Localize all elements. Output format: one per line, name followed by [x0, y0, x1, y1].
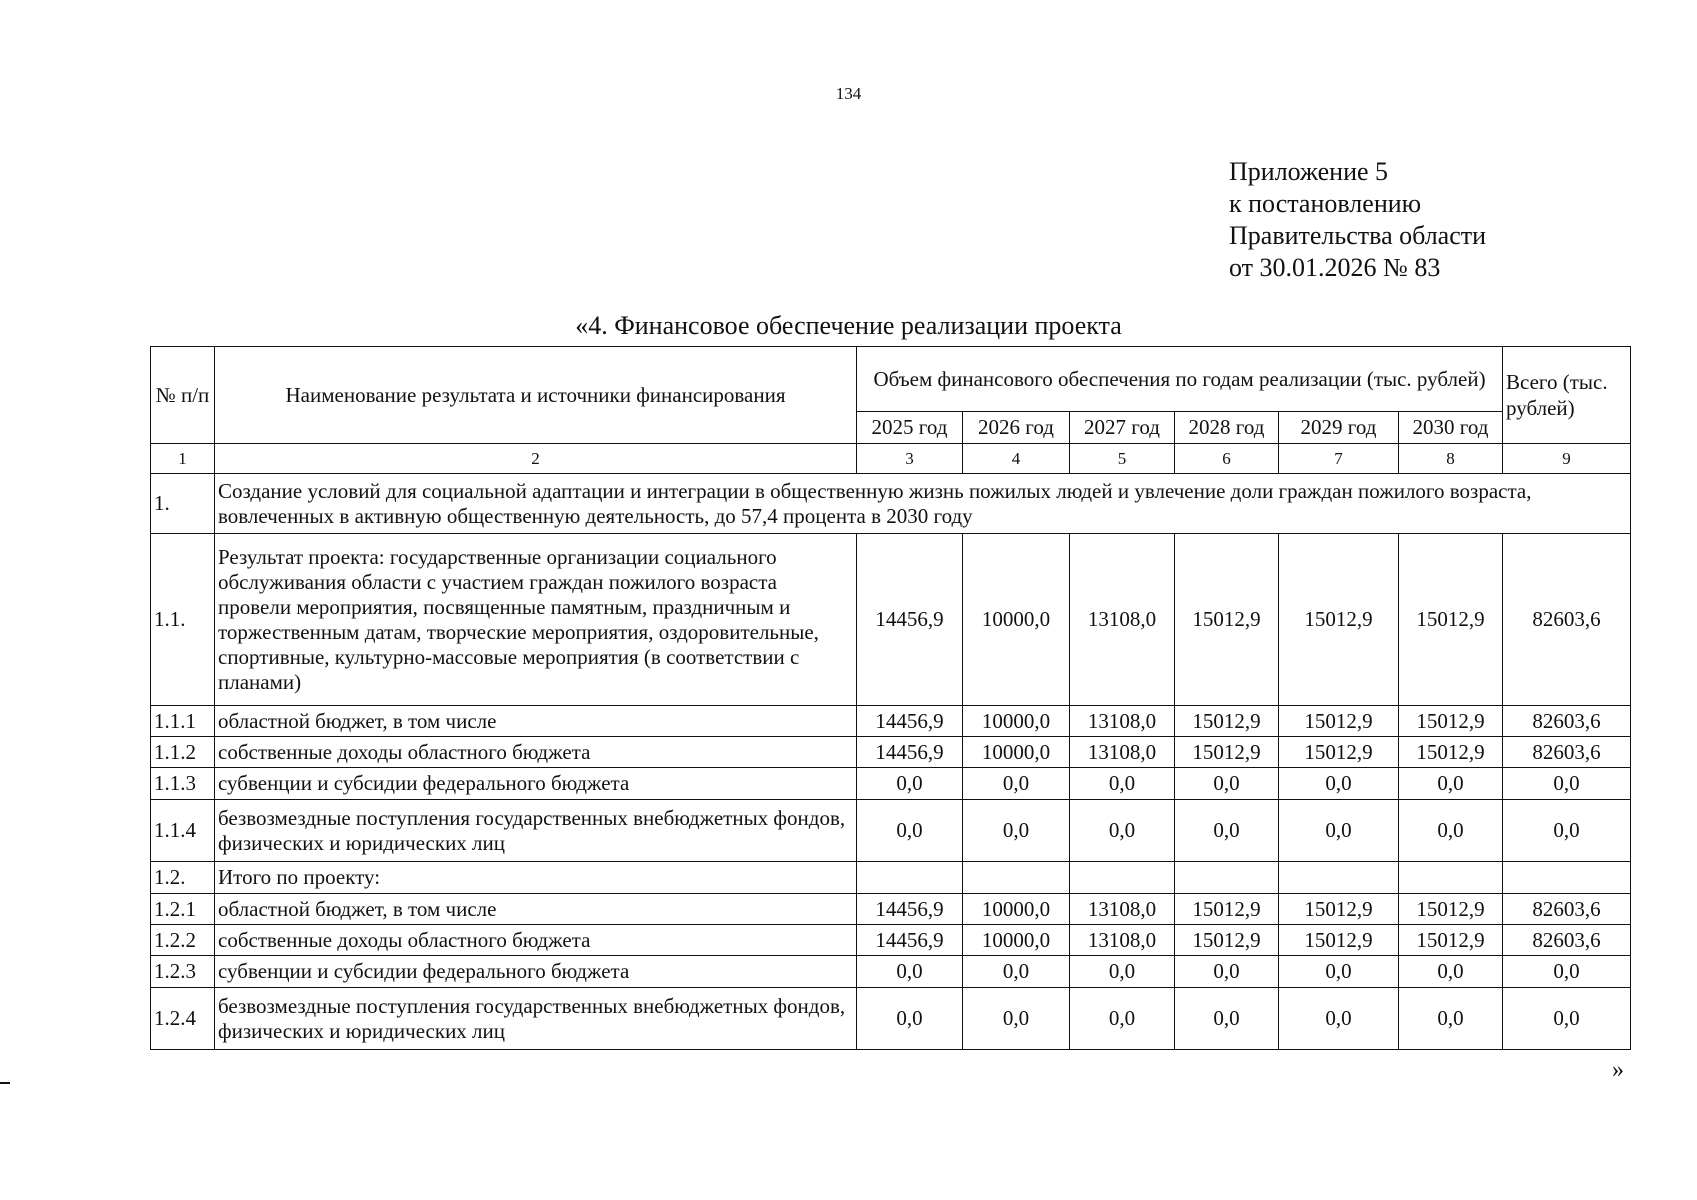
section-title: «4. Финансовое обеспечение реализации проекта — [575, 311, 1122, 340]
value-cell: 0,0 — [1279, 956, 1399, 988]
total-cell — [1503, 862, 1631, 894]
value-cell: 13108,0 — [1070, 894, 1175, 925]
total-cell: 82603,6 — [1503, 706, 1631, 737]
value-cell — [1070, 862, 1175, 894]
value-cell: 10000,0 — [963, 925, 1070, 956]
value-cell: 0,0 — [1279, 988, 1399, 1050]
table-row — [151, 800, 1631, 862]
row-name: безвозмездные поступления государственных внебюджетных фондов, физических и юридических лиц — [215, 988, 857, 1050]
table-row — [151, 956, 1631, 988]
row-number: 1.1.4 — [151, 800, 215, 862]
row-number: 1.2.2 — [151, 925, 215, 956]
value-cell: 0,0 — [1175, 988, 1279, 1050]
value-cell: 15012,9 — [1175, 894, 1279, 925]
value-cell: 15012,9 — [1175, 925, 1279, 956]
row-name: Результат проекта: государственные организации социального обслуживания области с участием граждан пожилого возраста провели мероприятия, посвященные памятным, праздничным и торжественным датам, творческие мероприятия, оздоровительные, спортивные, культурно-массовые мероприятия (в соответствии с планами) — [215, 534, 857, 706]
row-number: 1.2.3 — [151, 956, 215, 988]
value-cell: 10000,0 — [963, 737, 1070, 768]
header-year: 2030 год — [1399, 412, 1503, 444]
value-cell: 0,0 — [1279, 768, 1399, 800]
value-cell: 10000,0 — [963, 894, 1070, 925]
value-cell: 15012,9 — [1399, 925, 1503, 956]
row-name: собственные доходы областного бюджета — [215, 925, 857, 956]
row-number: 1.1.1 — [151, 706, 215, 737]
value-cell: 0,0 — [1175, 768, 1279, 800]
column-index: 7 — [1279, 444, 1399, 474]
value-cell: 14456,9 — [857, 706, 963, 737]
header-name: Наименование результата и источники финансирования — [215, 347, 857, 444]
total-cell: 0,0 — [1503, 768, 1631, 800]
value-cell: 15012,9 — [1279, 706, 1399, 737]
value-cell: 0,0 — [857, 988, 963, 1050]
value-cell — [1175, 862, 1279, 894]
appendix-line: Правительства области — [1229, 221, 1487, 250]
total-cell: 0,0 — [1503, 988, 1631, 1050]
header-total: Всего (тыс. рублей) — [1503, 347, 1631, 444]
value-cell: 0,0 — [1070, 768, 1175, 800]
appendix-line: к постановлению — [1229, 189, 1422, 218]
column-index: 9 — [1503, 444, 1631, 474]
row-name: областной бюджет, в том числе — [215, 894, 857, 925]
value-cell: 15012,9 — [1279, 894, 1399, 925]
value-cell: 0,0 — [1399, 800, 1503, 862]
value-cell — [1399, 862, 1503, 894]
value-cell: 0,0 — [1070, 988, 1175, 1050]
row-number: 1.2. — [151, 862, 215, 894]
column-index: 8 — [1399, 444, 1503, 474]
value-cell: 13108,0 — [1070, 534, 1175, 706]
value-cell: 0,0 — [1070, 800, 1175, 862]
value-cell: 15012,9 — [1175, 534, 1279, 706]
value-cell: 15012,9 — [1279, 925, 1399, 956]
table-row — [151, 768, 1631, 800]
header-row — [151, 347, 1631, 412]
table-row — [151, 534, 1631, 706]
value-cell: 15012,9 — [1399, 706, 1503, 737]
appendix-date-line: от 30.01.2026 № 83 — [1229, 253, 1441, 282]
value-cell: 15012,9 — [1279, 534, 1399, 706]
column-index: 6 — [1175, 444, 1279, 474]
row-number: 1.2.1 — [151, 894, 215, 925]
value-cell — [857, 862, 963, 894]
value-cell: 13108,0 — [1070, 925, 1175, 956]
header-num: № п/п — [151, 347, 215, 444]
row-name: Итого по проекту: — [215, 862, 857, 894]
header-volume: Объем финансового обеспечения по годам реализации (тыс. рублей) — [857, 347, 1503, 412]
section-row — [151, 474, 1631, 534]
total-cell: 0,0 — [1503, 800, 1631, 862]
column-index: 3 — [857, 444, 963, 474]
margin-mark — [0, 1082, 10, 1084]
header-year: 2028 год — [1175, 412, 1279, 444]
value-cell — [1279, 862, 1399, 894]
header-year: 2025 год — [857, 412, 963, 444]
table-row — [151, 988, 1631, 1050]
value-cell: 0,0 — [857, 768, 963, 800]
value-cell: 15012,9 — [1279, 737, 1399, 768]
value-cell: 0,0 — [1175, 800, 1279, 862]
value-cell: 15012,9 — [1175, 706, 1279, 737]
value-cell: 15012,9 — [1399, 894, 1503, 925]
total-cell: 82603,6 — [1503, 925, 1631, 956]
row-number: 1.2.4 — [151, 988, 215, 1050]
row-number: 1.1. — [151, 534, 215, 706]
table-row — [151, 925, 1631, 956]
financing-table — [150, 346, 1631, 1050]
table-row — [151, 894, 1631, 925]
header-year: 2029 год — [1279, 412, 1399, 444]
value-cell: 0,0 — [963, 956, 1070, 988]
row-name: собственные доходы областного бюджета — [215, 737, 857, 768]
value-cell: 10000,0 — [963, 706, 1070, 737]
value-cell — [963, 862, 1070, 894]
row-name: областной бюджет, в том числе — [215, 706, 857, 737]
value-cell: 15012,9 — [1399, 737, 1503, 768]
value-cell: 10000,0 — [963, 534, 1070, 706]
header-year: 2026 год — [963, 412, 1070, 444]
value-cell: 14456,9 — [857, 894, 963, 925]
total-cell: 82603,6 — [1503, 737, 1631, 768]
value-cell: 14456,9 — [857, 925, 963, 956]
value-cell: 13108,0 — [1070, 737, 1175, 768]
page-number: 134 — [835, 84, 862, 103]
value-cell: 0,0 — [1399, 988, 1503, 1050]
value-cell: 15012,9 — [1399, 534, 1503, 706]
column-index: 2 — [215, 444, 857, 474]
row-number: 1.1.2 — [151, 737, 215, 768]
column-index: 5 — [1070, 444, 1175, 474]
total-cell: 82603,6 — [1503, 534, 1631, 706]
value-cell: 14456,9 — [857, 534, 963, 706]
table-row — [151, 706, 1631, 737]
value-cell: 0,0 — [963, 988, 1070, 1050]
row-name: субвенции и субсидии федерального бюджета — [215, 956, 857, 988]
row-name: субвенции и субсидии федерального бюджета — [215, 768, 857, 800]
header-year: 2027 год — [1070, 412, 1175, 444]
table-row — [151, 737, 1631, 768]
value-cell: 0,0 — [1399, 956, 1503, 988]
column-index-row — [151, 444, 1631, 474]
appendix-line: Приложение 5 — [1229, 157, 1389, 186]
row-number: 1.1.3 — [151, 768, 215, 800]
column-index: 4 — [963, 444, 1070, 474]
section-goal-text: Создание условий для социальной адаптации и интеграции в общественную жизнь пожилых людей и увлечение доли граждан пожилого возраста, вовлеченных в активную общественную деятельность, до 57,4 процента в 2030 году — [215, 474, 1631, 534]
value-cell: 0,0 — [1175, 956, 1279, 988]
row-number: 1. — [151, 474, 215, 534]
column-index: 1 — [151, 444, 215, 474]
value-cell: 15012,9 — [1175, 737, 1279, 768]
total-cell: 0,0 — [1503, 956, 1631, 988]
value-cell: 0,0 — [1279, 800, 1399, 862]
value-cell: 0,0 — [1070, 956, 1175, 988]
value-cell: 0,0 — [1399, 768, 1503, 800]
table-row — [151, 862, 1631, 894]
total-cell: 82603,6 — [1503, 894, 1631, 925]
value-cell: 0,0 — [857, 956, 963, 988]
appendix-block — [1229, 156, 1486, 284]
closing-quote: » — [1612, 1057, 1624, 1083]
value-cell: 14456,9 — [857, 737, 963, 768]
value-cell: 0,0 — [857, 800, 963, 862]
value-cell: 0,0 — [963, 800, 1070, 862]
value-cell: 0,0 — [963, 768, 1070, 800]
value-cell: 13108,0 — [1070, 706, 1175, 737]
row-name: безвозмездные поступления государственных внебюджетных фондов, физических и юридических лиц — [215, 800, 857, 862]
